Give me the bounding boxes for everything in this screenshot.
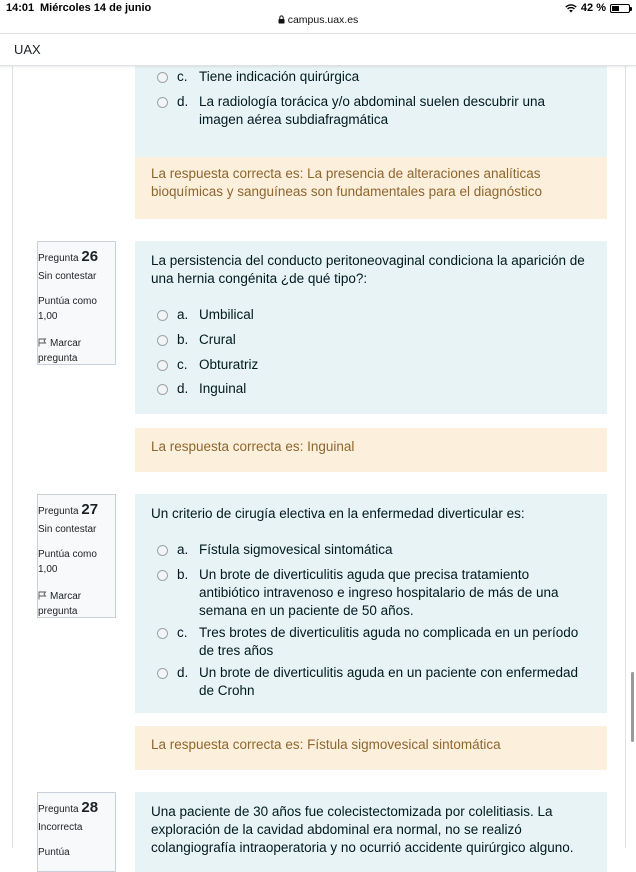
- radio-button[interactable]: [157, 570, 168, 581]
- answer-text: Umbilical: [199, 307, 254, 322]
- status-date: Miércoles 14 de junio: [40, 2, 152, 14]
- answer-letter: a.: [177, 542, 189, 557]
- page-scrollbar[interactable]: [631, 672, 634, 742]
- answer-option[interactable]: [157, 380, 589, 398]
- question-state: Incorrecta: [38, 822, 83, 833]
- answer-letter: c.: [177, 357, 188, 372]
- status-time: 14:01: [6, 2, 35, 14]
- answer-option[interactable]: [157, 68, 589, 86]
- flag-icon: [38, 591, 47, 600]
- answer-letter: d.: [177, 94, 189, 109]
- question-text: Un criterio de cirugía electiva en la enfermedad diverticular es:: [151, 506, 525, 521]
- answer-text: Un brote de diverticulitis aguda que precisa tratamiento antibiótico intravenoso e ingreso hospitalario de más de una semana en un paciente de 50 años.: [199, 567, 559, 618]
- correct-answer-feedback-prev: [135, 157, 607, 219]
- radio-button[interactable]: [157, 668, 168, 679]
- radio-button[interactable]: [157, 335, 168, 346]
- answer-letter: d.: [177, 665, 189, 680]
- correct-answer-feedback-27: [135, 726, 607, 770]
- answer-text: Fístula sigmovesical sintomática: [199, 542, 393, 557]
- answer-letter: d.: [177, 381, 189, 396]
- answer-text: Un brote de diverticulitis aguda en un paciente con enfermedad de Crohn: [199, 665, 578, 698]
- question-grade: Puntúa: [38, 847, 70, 858]
- answer-text: Tres brotes de diverticulitis aguda no complicada en un período de tres años: [199, 625, 579, 658]
- radio-button[interactable]: [157, 384, 168, 395]
- answer-letter: b.: [177, 567, 189, 582]
- answer-letter: a.: [177, 307, 189, 322]
- flag-question-link[interactable]: Marcar pregunta: [38, 591, 82, 617]
- question-number: Pregunta 28: [38, 799, 99, 816]
- question-grade: Puntúa como 1,00: [38, 549, 97, 575]
- answer-option[interactable]: [157, 541, 589, 559]
- answer-option[interactable]: [157, 566, 589, 620]
- answer-option[interactable]: [157, 306, 589, 324]
- question-number: Pregunta 27: [38, 501, 99, 518]
- question-formulation-27: [135, 494, 607, 713]
- radio-button[interactable]: [157, 310, 168, 321]
- lock-icon: [278, 15, 285, 24]
- wifi-icon: [565, 4, 577, 13]
- question-info-28: [37, 792, 116, 872]
- radio-button[interactable]: [157, 628, 168, 639]
- correct-answer-feedback-26: [135, 428, 607, 472]
- radio-button[interactable]: [157, 360, 168, 371]
- battery-icon: [610, 4, 630, 13]
- feedback-text: La respuesta correcta es: Inguinal: [151, 439, 355, 454]
- answer-option[interactable]: [157, 664, 589, 700]
- feedback-text: La respuesta correcta es: Fístula sigmovesical sintomática: [151, 737, 501, 752]
- quiz-review-page: [12, 64, 626, 858]
- answer-text: Crural: [199, 332, 236, 347]
- answer-text: Inguinal: [199, 381, 247, 396]
- address-bar[interactable]: [0, 14, 636, 32]
- url-text: campus.uax.es: [287, 14, 359, 26]
- site-brand[interactable]: UAX: [14, 42, 41, 57]
- question-formulation-26: [135, 241, 607, 414]
- answer-option[interactable]: [157, 331, 589, 349]
- answer-text: Obturatriz: [199, 357, 259, 372]
- question-state: Sin contestar: [38, 524, 97, 535]
- answer-letter: b.: [177, 332, 189, 347]
- question-number: Pregunta 26: [38, 248, 99, 265]
- question-info-26: [37, 241, 116, 365]
- question-formulation-28: [135, 792, 607, 872]
- navbar: [0, 33, 636, 66]
- status-right: [565, 2, 630, 14]
- question-text: La persistencia del conducto peritoneovaginal condiciona la aparición de una hernia congénita ¿de qué tipo?:: [151, 253, 585, 286]
- feedback-text: La respuesta correcta es: La presencia de alteraciones analíticas bioquímicas y sanguíneas son fundamentales para el diagnóstico: [151, 166, 542, 199]
- answer-option[interactable]: [157, 356, 589, 374]
- answer-letter: c.: [177, 625, 188, 640]
- answer-option[interactable]: [157, 624, 589, 660]
- question-info-27: [37, 494, 116, 618]
- question-grade: Puntúa como 1,00: [38, 296, 97, 322]
- battery-percent: 42 %: [580, 2, 606, 14]
- question-state: Sin contestar: [38, 271, 97, 282]
- flag-question-link[interactable]: Marcar pregunta: [38, 338, 82, 364]
- answer-option[interactable]: [157, 93, 589, 129]
- question-text: Una paciente de 30 años fue colecistectomizada por colelitiasis. La exploración de la cavidad abdominal era normal, no se realizó colangiografía intraoperatoria y no ocurrió accidente quirúrgico alguno.: [151, 804, 574, 855]
- answer-text: Tiene indicación quirúrgica: [199, 69, 360, 84]
- flag-icon: [38, 338, 47, 347]
- radio-button[interactable]: [157, 545, 168, 556]
- answer-text: La radiología torácica y/o abdominal suelen descubrir una imagen aérea subdiafragmática: [199, 94, 545, 127]
- radio-button[interactable]: [157, 97, 168, 108]
- radio-button[interactable]: [157, 72, 168, 83]
- answer-letter: c.: [177, 69, 188, 84]
